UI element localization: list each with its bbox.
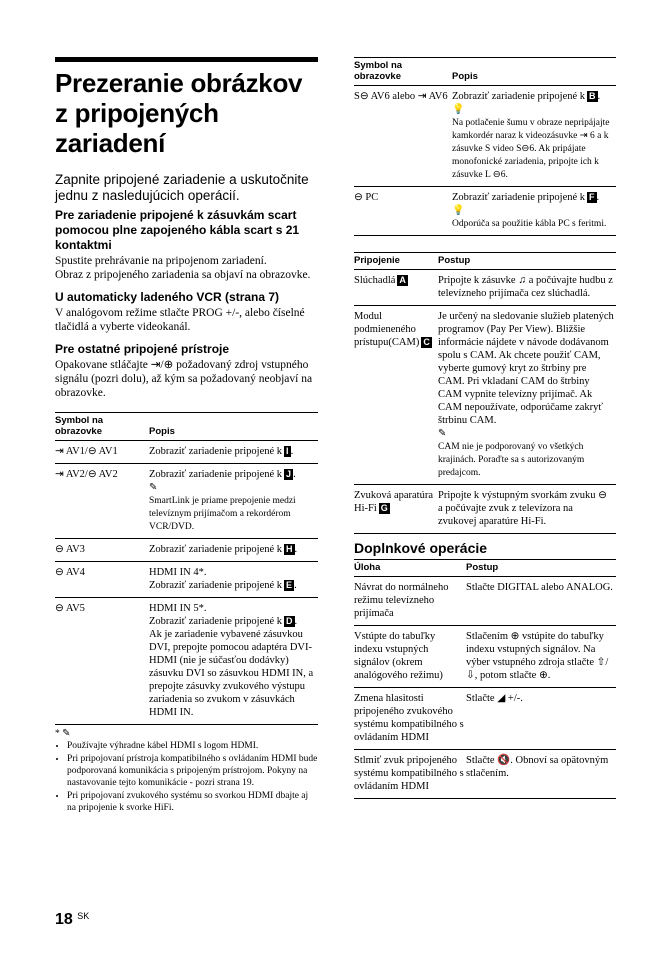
table-row	[354, 750, 616, 799]
scart-heading: Pre zariadenie pripojené k zásuvkám scart pomocou plne zapojeného kábla scart s 21 kontaktmi	[55, 208, 300, 252]
scart-line1: Spustite prehrávanie na pripojenom zariadení.	[55, 255, 267, 267]
table-row: S⊖ AV6 alebo ⇥ AV6 Zobraziť zariadenie pripojené k B . 💡 Na potlačenie šumu v obraze nepripájajte kamkordér naraz k videozásuvke ⇥ 6 a k zásuvke S video S⊖6. Ak pripájate monofonické zariadenia, pripojte ich k zásuvke L ⊖6.	[354, 86, 616, 187]
title-rule	[55, 57, 318, 62]
note-text: CAM nie je podporovaný vo všetkých krajinách. Poraďte sa s autorizovaným predajcom.	[438, 442, 585, 478]
table-row	[354, 306, 616, 485]
note-text: SmartLink je priame prepojenie medzi televíznym prijímačom a rekordérom VCR/DVD.	[149, 496, 296, 532]
desc-text: Zobraziť zariadenie pripojené k	[452, 91, 586, 102]
symbol-cell: ⇥ AV1/⊖ AV1	[55, 446, 118, 457]
task-cell: Návrat do normálneho režimu televízneho prijímača	[354, 582, 449, 619]
conn-cell: Zvuková aparatúra Hi-Fi	[354, 490, 434, 514]
task-cell: Stlmiť zvuk pripojeného systému kompatibilného s ovládaním HDMI	[354, 755, 464, 792]
col-desc-header: Popis	[452, 71, 478, 82]
other-heading: Pre ostatné pripojené prístroje	[55, 342, 230, 356]
desc-text: Zobraziť zariadenie pripojené k	[452, 192, 586, 203]
note-text: Ak je zariadenie vybavené zásuvkou DVI, prepojte pomocou adaptéra DVI-HDMI (nie je súčasťou dodávky) zásuvku DVI so zásuvkou HDMI IN, a prepojte zásuvky zvukového výstupu zariadenia so zvukom v zásuvkách HDMI IN.	[149, 629, 314, 718]
vcr-text: V analógovom režime stlačte PROG +/-, alebo číselné tlačidlá a vyberte videokanál.	[55, 307, 305, 333]
col-proc-header: Postup	[466, 562, 499, 573]
desc-text: Zobraziť zariadenie pripojené k	[149, 544, 283, 555]
note-text: Na potlačenie šumu v obraze nepripájajte kamkordér naraz k videozásuvke ⇥ 6 a k zásuvke S video S⊖6. Ak pripájate monofonické zariadenia, pripojte ich k zásuvke L ⊖6.	[452, 118, 610, 180]
desc-extra: Zobraziť zariadenie pripojené k	[149, 580, 283, 591]
connector-badge: C	[423, 337, 430, 347]
symbol-cell: ⊖ PC	[354, 192, 379, 203]
proc-cell: Stlačte ◢ +/-.	[466, 693, 523, 704]
proc-cell: Pripojte k výstupným svorkám zvuku ⊖ a počúvajte zvuk z televízora na zvukovej aparatúre Hi-Fi.	[438, 490, 607, 527]
page-title: Prezeranie obrázkov z pripojených zariadení	[55, 68, 303, 158]
scart-line2: Obraz z pripojeného zariadenia sa objaví na obrazovke.	[55, 269, 311, 281]
note-icon: ✎	[62, 728, 71, 739]
tip-icon: 💡	[452, 104, 465, 115]
connector-badge: H	[286, 544, 293, 554]
connector-badge: E	[286, 580, 293, 590]
desc-text: HDMI IN 5*.	[149, 603, 207, 614]
desc-extra: Zobraziť zariadenie pripojené k	[149, 616, 283, 627]
table-row	[354, 577, 616, 626]
table-row	[354, 688, 616, 750]
footnote-item: • Pri pripojovaní prístroja kompatibilného s ovládaním HDMI bude podporovaná komunikácia s pripojeným prístrojom. Pokyny na nastavovanie tejto komunikácie - pozri strana 19.	[67, 753, 318, 789]
symbol-cell: S⊖ AV6 alebo ⇥ AV6	[354, 91, 448, 102]
proc-cell: Stlačením ⊕ vstúpite do tabuľky indexu vstupných signálov. Na výber vstupného zdroja stlačte ⇧/⇩, potom stlačte ⊕.	[466, 631, 609, 681]
col-proc-header: Postup	[438, 255, 471, 266]
col-conn-header: Pripojenie	[354, 255, 400, 266]
extra-table	[354, 559, 616, 799]
note-icon: ✎	[149, 482, 158, 493]
connector-badge: I	[286, 446, 289, 456]
conn-cell: Slúchadlá	[354, 275, 396, 286]
page-number-value: 18	[55, 911, 73, 928]
desc-text: HDMI IN 4*.	[149, 567, 207, 578]
proc-cell: Pripojte k zásuvke ♫ a počúvajte hudbu z televízneho prijímača cez slúchadlá.	[438, 275, 613, 299]
right-symbol-table	[354, 57, 616, 236]
desc-text: Zobraziť zariadenie pripojené k	[149, 469, 283, 480]
other-text: Opakovane stláčajte ⇥/⊕ požadovaný zdroj vstupného signálu (pozri dolu), až kým sa požadovaný neobjaví na obrazovke.	[55, 359, 313, 399]
note-icon: ✎	[438, 428, 447, 439]
left-symbol-table	[55, 412, 318, 725]
conn-cell: Modul podmieneného prístupu(CAM)	[354, 311, 420, 348]
connector-badge: B	[589, 91, 596, 101]
connector-badge: J	[286, 469, 292, 479]
table-row: ⊖ AV5 HDMI IN 5*. Zobraziť zariadenie pripojené k D . Ak je zariadenie vybavené zásuvkou DVI, prepojte pomocou adaptéra DVI-HDMI (nie je súčasťou dodávky) zásuvku DVI so zásuvkou HDMI IN, a prepojte zásuvky zvukového výstupu zariadenia so zvukom v zásuvkách HDMI IN.	[55, 598, 318, 725]
task-cell: Vstúpte do tabuľky indexu vstupných signálov (okrem analógového režimu)	[354, 631, 443, 681]
extra-heading: Doplnkové operácie	[354, 540, 488, 556]
col-symbol-header: Symbol na obrazovke	[55, 415, 104, 437]
symbol-cell: ⊖ AV3	[55, 544, 85, 555]
page-number	[55, 911, 89, 929]
table-row: ⊖ PC Zobraziť zariadenie pripojené k F . 💡 Odporúča sa použitie kábla PC s feritmi.	[354, 187, 616, 236]
table-row: ⇥ AV1/⊖ AV1 Zobraziť zariadenie pripojené k I .	[55, 441, 318, 464]
table-row: ⊖ AV4 HDMI IN 4*. Zobraziť zariadenie pripojené k E .	[55, 562, 318, 598]
col-task-header: Úloha	[354, 562, 381, 573]
intro-text: Zapnite pripojené zariadenie a uskutočnite jednu z nasledujúcich operácií.	[55, 172, 309, 203]
connection-table	[354, 252, 616, 534]
symbol-cell: ⊖ AV4	[55, 567, 85, 578]
vcr-heading: U automaticky ladeného VCR (strana 7)	[55, 290, 280, 304]
footnote-item: • Používajte výhradne kábel HDMI s logom HDMI.	[67, 740, 318, 752]
table-row	[354, 626, 616, 688]
table-row: ⇥ AV2/⊖ AV2 Zobraziť zariadenie pripojené k J . ✎ SmartLink je priame prepojenie medzi televíznym prijímačom a rekordérom VCR/DVD.	[55, 464, 318, 539]
table-row: ⊖ AV3 Zobraziť zariadenie pripojené k H .	[55, 539, 318, 562]
footnote-item: • Pri pripojovaní zvukového systému so svorkou HDMI dbajte aj na pripojenie k svorke HiFi.	[67, 790, 318, 814]
connector-badge: D	[286, 616, 293, 626]
note-text: Odporúča sa použitie kábla PC s feritmi.	[452, 219, 607, 229]
language-code: SK	[77, 911, 90, 921]
table-row	[354, 270, 616, 306]
tip-icon: 💡	[452, 205, 465, 216]
col-desc-header: Popis	[149, 426, 175, 437]
proc-cell: Stlačte 🔇. Obnoví sa opätovným stlačením.	[466, 755, 609, 779]
task-cell: Zmena hlasitosti pripojeného zvukového systému kompatibilného s ovládaním HDMI	[354, 693, 464, 743]
footnotes: * ✎ • Používajte výhradne kábel HDMI s logom HDMI. • Pri pripojovaní prístroja kompatibilného s ovládaním HDMI bude podporovaná komunikácia s pripojeným prístrojom. Pokyny na nastavovanie tejto komunikácie - pozri strana 19. • Pri pripojovaní zvukového systému so svorkou HDMI dbajte aj na pripojenie k svorke HiFi.	[55, 728, 318, 814]
connector-badge: F	[589, 192, 595, 202]
proc-cell: Stlačte DIGITAL alebo ANALOG.	[466, 582, 613, 593]
col-symbol-header: Symbol na obrazovke	[354, 60, 403, 82]
symbol-cell: ⊖ AV5	[55, 603, 85, 614]
table-row	[354, 485, 616, 534]
symbol-cell: ⇥ AV2/⊖ AV2	[55, 469, 118, 480]
proc-cell: Je určený na sledovanie služieb platených programov (Pay Per View). Bližšie informácie nájdete v návode dodávanom spolu s CAM. Ak chcete použiť CAM, vyberte gumový kryt zo štrbiny pre CAM. Pri vkladaní CAM do štrbiny CAM vypnite televízny prijímač. Ak CAM nepoužívate, odporúčame zakryť štrbinu CAM.	[438, 311, 614, 426]
connector-badge: G	[380, 503, 388, 513]
desc-text: Zobraziť zariadenie pripojené k	[149, 446, 283, 457]
connector-badge: A	[399, 275, 406, 285]
